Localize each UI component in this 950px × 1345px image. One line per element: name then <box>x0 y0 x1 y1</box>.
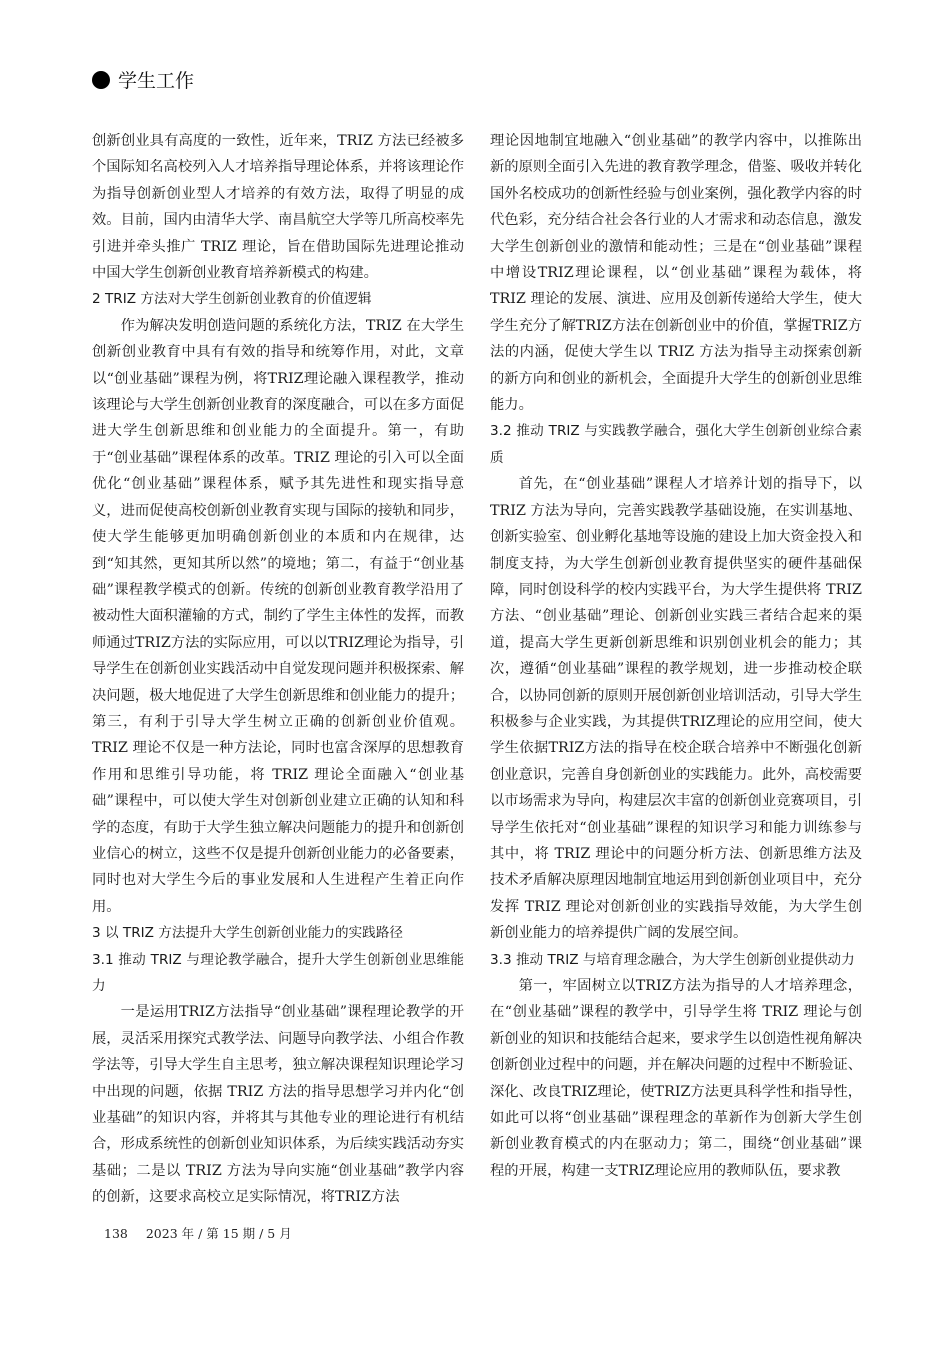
paragraph: 作为解决发明创造问题的系统化方法，TRIZ 在大学生创新创业教育中具有有效的指导和统筹作用，对此，文章以“创业基础”课程为例，将TRIZ理论融入课程教学，推动该理论与大学生创新创业教育的深度融合，可以在多方面促进大学生创新思维和创业能力的全面提升。第一，有助于“创业基础”课程体系的改革。TRIZ 理论的引入可以全面优化“创业基础”课程体系，赋予其先进性和现实指导意义，进而促使高校创新创业教育实现与国际的接轨和同步，使大学生能够更加明确创新创业的本质和内在规律，达到“知其然，更知其所以然”的境地；第二，有益于“创业基础”课程教学模式的创新。传统的创新创业教育教学沿用了被动性大面积灌输的方式，制约了学生主体性的发挥，而教师通过TRIZ方法的实际应用，可以以TRIZ理论为指导，引导学生在创新创业实践活动中自觉发现问题并积极探索、解决问题，极大地促进了大学生创新思维和创业能力的提升；第三，有利于引导大学生树立正确的创新创业价值观。TRIZ 理论不仅是一种方法论，同时也富含深厚的思想教育作用和思维引导功能，将 TRIZ 理论全面融入“创业基础”课程中，可以使大学生对创新创业建立正确的认知和科学的态度，有助于大学生独立解决问题能力的提升和创新创业信心的树立，这些不仅是提升创新创业能力的必备要素，同时也对大学生今后的事业发展和人生进程产生着正向作用。 <box>92 317 464 915</box>
subsection-heading-3-2: 3.2 推动 TRIZ 与实践教学融合，强化大学生创新创业综合素质 <box>490 423 862 466</box>
issue-info: 2023 年 / 第 15 期 / 5 月 <box>145 1226 292 1241</box>
paragraph: 第一，牢固树立以TRIZ方法为指导的人才培养理念，在“创业基础”课程的教学中，引导学生将 TRIZ 理论与创新创业的知识和技能结合起来，要求学生以创造性视角解决创新创业过程中的问题，并在解决问题的过程中不断验证、深化、改良TRIZ理论，使TRIZ方法更具科学性和指导性，如此可以将“创业基础”课程理念的革新作为创新大学生创新创业教育模式的内在驱动力；第二，围绕“创业基础”课程的开展，构建一支TRIZ理论应用的教师队伍，要求教 <box>490 978 862 1179</box>
subsection-heading-3-1: 3.1 推动 TRIZ 与理论教学融合，提升大学生创新创业思维能力 <box>92 951 464 994</box>
paragraph: 一是运用TRIZ方法指导“创业基础”课程理论教学的开展，灵活采用探究式教学法、问题导向教学法、小组合作教学法等，引导大学生自主思考，独立解决课程知识理论学习中出现的问题，依据 TRIZ 方法的指导思想学习并内化“创业基础”的知识内容，并将其与其他专业的理论进行有机结合，形成系统性的创新创业知识体系，为后续实践活动夯实基础；二是以 TRIZ 方法为导向实施“创业基础”教学内容的创新，这要求高校立足实际情况，将TRIZ方法 <box>92 1004 464 1206</box>
left-column <box>92 128 464 1211</box>
paragraph: 理论因地制宜地融入“创业基础”的教学内容中，以推陈出新的原则全面引入先进的教育教学理念，借鉴、吸收并转化国外名校成功的创新性经验与创业案例，强化教学内容的时代色彩，充分结合社会各行业的人才需求和动态信息，激发大学生创新创业的激情和能动性；三是在“创业基础”课程中增设TRIZ理论课程，以“创业基础”课程为载体，将 TRIZ 理论的发展、演进、应用及创新传递给大学生，使大学生充分了解TRIZ方法在创新创业中的价值，掌握TRIZ方法的内涵，促使大学生以 TRIZ 方法为指导主动探索创新的新方向和创业的新机会，全面提升大学生的创新创业思维能力。 <box>490 133 862 414</box>
section-title: 学生工作 <box>118 70 195 92</box>
section-heading-2: 2 TRIZ 方法对大学生创新创业教育的价值逻辑 <box>92 291 372 308</box>
paragraph: 首先，在“创业基础”课程人才培养计划的指导下，以 TRIZ 方法为导向，完善实践教学基础设施，在实训基地、创新实验室、创业孵化基地等设施的建设上加大资金投入和制度支持，为大学生创新创业教育提供坚实的硬件基础保障，同时创设科学的校内实践平台，为大学生提供将 TRIZ 方法、“创业基础”理论、创新创业实践三者结合起来的渠道，提高大学生更新创新思维和识别创业机会的能力；其次，遵循“创业基础”课程的教学规划，进一步推动校企联合，以协同创新的原则开展创新创业培训活动，引导大学生积极参与企业实践，为其提供TRIZ理论的应用空间，使大学生依据TRIZ方法的指导在校企联合培养中不断强化创新创业意识，完善自身创新创业的实践能力。此外，高校需要以市场需求为导向，构建层次丰富的创新创业竞赛项目，引导学生依托对“创业基础”课程的知识学习和能力训练参与其中，将 TRIZ 理论中的问题分析方法、创新思维方法及技术矛盾解决原理因地制宜地运用到创新创业项目中，充分发挥 TRIZ 理论对创新创业的实践指导效能，为大学生创新创业能力的培养提供广阔的发展空间。 <box>490 476 862 942</box>
page-footer <box>104 1224 292 1242</box>
paragraph: 创新创业具有高度的一致性，近年来，TRIZ 方法已经被多个国际知名高校列入人才培养指导理论体系，并将该理论作为指导创新创业型人才培养的有效方法，取得了明显的成效。目前，国内由清华大学、南昌航空大学等几所高校率先引进并牵头推广 TRIZ 理论，旨在借助国际先进理论推动中国大学生创新创业教育培养新模式的构建。 <box>92 133 464 282</box>
section-heading-3: 3 以 TRIZ 方法提升大学生创新创业能力的实践路径 <box>92 925 403 942</box>
page-number: 138 <box>104 1226 128 1241</box>
section-header <box>92 66 194 93</box>
subsection-heading-3-3: 3.3 推动 TRIZ 与培育理念融合，为大学生创新创业提供动力 <box>490 951 855 968</box>
bullet-icon <box>92 71 110 89</box>
right-column <box>490 128 862 1184</box>
